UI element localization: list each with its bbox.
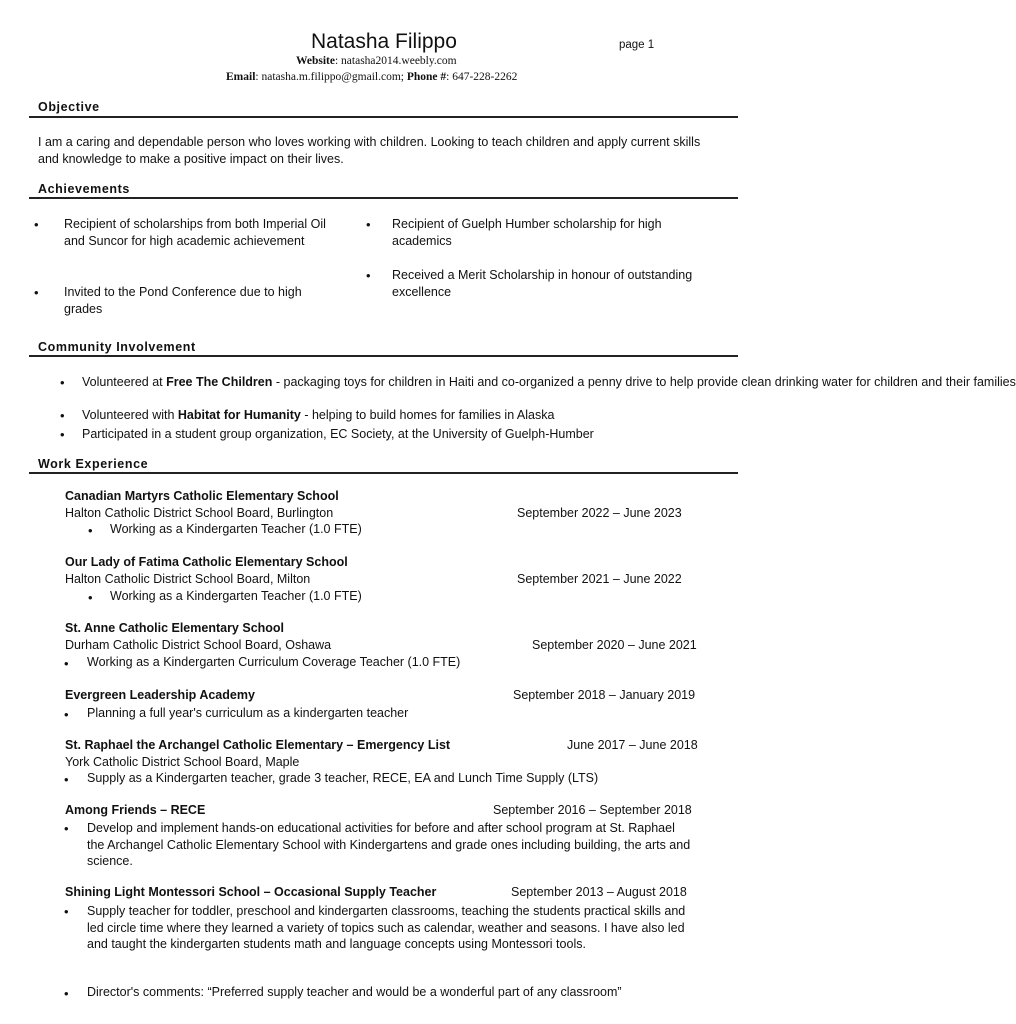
job-duty: Director's comments: “Preferred supply teacher and would be a wonderful part of any classroom” xyxy=(87,985,622,999)
job-employer: Among Friends – RECE xyxy=(65,803,206,817)
job-board: Halton Catholic District School Board, Burlington xyxy=(65,506,334,520)
community-item-text: Volunteered at xyxy=(82,375,167,389)
job-dates: September 2016 – September 2018 xyxy=(493,803,692,817)
job-employer: Shining Light Montessori School – Occasional Supply Teacher xyxy=(65,885,437,899)
website-line xyxy=(296,55,457,67)
job-duty: Working as a Kindergarten Teacher (1.0 FTE) xyxy=(110,589,362,603)
bullet: • xyxy=(88,523,93,538)
page-number: page 1 xyxy=(619,39,655,51)
community-item-text: - helping to build homes for families in Alaska xyxy=(300,408,555,422)
community-item xyxy=(82,374,1016,391)
job-employer: Our Lady of Fatima Catholic Elementary School xyxy=(65,555,348,569)
job-employer: St. Anne Catholic Elementary School xyxy=(65,621,285,635)
bullet: • xyxy=(366,217,371,232)
phone-label: Phone # xyxy=(406,71,447,83)
job-dates: September 2020 – June 2021 xyxy=(532,638,697,652)
job-dates: September 2021 – June 2022 xyxy=(517,572,682,586)
organization-name: Habitat for Humanity xyxy=(177,408,301,422)
bullet: • xyxy=(88,590,93,605)
job-board: Durham Catholic District School Board, Oshawa xyxy=(65,638,332,652)
job-dates: June 2017 – June 2018 xyxy=(567,738,698,752)
bullet: • xyxy=(60,375,65,390)
phone-value: : 647-228-2262 xyxy=(446,71,518,83)
bullet: • xyxy=(64,986,69,1001)
website-value: : natasha2014.weebly.com xyxy=(334,55,457,67)
website-label: Website xyxy=(296,55,335,67)
objective-text: I am a caring and dependable person who loves working with children. Looking to teach children and apply current skills and knowledge to make a positive impact on their lives. xyxy=(38,135,701,166)
work-rule xyxy=(29,472,738,474)
community-item: Participated in a student group organization, EC Society, at the University of Guelph-Humber xyxy=(82,427,594,441)
job-board: York Catholic District School Board, Maple xyxy=(65,755,300,769)
achievement-item: Received a Merit Scholarship in honour of outstanding excellence xyxy=(392,268,693,299)
organization-name: Free The Children xyxy=(166,375,273,389)
job-dates: September 2022 – June 2023 xyxy=(517,506,682,520)
job-employer: St. Raphael the Archangel Catholic Elementary – Emergency List xyxy=(65,738,451,752)
achievements-rule xyxy=(29,197,738,199)
contact-line xyxy=(226,71,517,83)
job-dates: September 2013 – August 2018 xyxy=(511,885,687,899)
job-board: Halton Catholic District School Board, Milton xyxy=(65,572,311,586)
resume-name: Natasha Filippo xyxy=(311,30,457,53)
achievement-item: Invited to the Pond Conference due to high grades xyxy=(64,285,302,316)
community-item-text: Volunteered with xyxy=(82,408,178,422)
objective-heading: Objective xyxy=(38,100,100,114)
email-value: : natasha.m.filippo@gmail.com; xyxy=(255,71,407,83)
bullet: • xyxy=(366,268,371,283)
community-heading: Community Involvement xyxy=(38,340,196,354)
community-item xyxy=(82,407,554,424)
achievements-heading: Achievements xyxy=(38,182,130,196)
job-employer: Canadian Martyrs Catholic Elementary School xyxy=(65,489,339,503)
email-label: Email xyxy=(226,71,256,83)
job-employer: Evergreen Leadership Academy xyxy=(65,688,255,702)
job-duty: Working as a Kindergarten Curriculum Coverage Teacher (1.0 FTE) xyxy=(87,655,461,669)
work-heading: Work Experience xyxy=(38,457,149,471)
bullet: • xyxy=(64,772,69,787)
bullet: • xyxy=(64,904,69,919)
bullet: • xyxy=(64,821,69,836)
job-duty: Planning a full year's curriculum as a kindergarten teacher xyxy=(87,706,409,720)
bullet: • xyxy=(34,285,39,300)
bullet: • xyxy=(34,217,39,232)
bullet: • xyxy=(64,656,69,671)
community-rule xyxy=(29,355,738,357)
job-duty: Working as a Kindergarten Teacher (1.0 FTE) xyxy=(110,522,362,536)
bullet: • xyxy=(60,408,65,423)
job-duty: Supply as a Kindergarten teacher, grade 3 teacher, RECE, EA and Lunch Time Supply (LTS) xyxy=(87,771,599,785)
job-duty: Develop and implement hands-on educational activities for before and after school program at St. Raphael the Archangel Catholic Elementary School with Kindergartens and grade ones including building, the arts and science. xyxy=(87,821,691,868)
job-dates: September 2018 – January 2019 xyxy=(513,688,696,702)
job-duty: Supply teacher for toddler, preschool and kindergarten classrooms, teaching the students practical skills and led circle time where they learned a variety of topics such as calendar, weather and seasons. I have also led and taught the kindergarten students math and language concepts using Montessori tools. xyxy=(87,904,686,951)
objective-rule xyxy=(29,116,738,118)
achievement-item: Recipient of scholarships from both Imperial Oil and Suncor for high academic achievement xyxy=(64,217,326,248)
bullet: • xyxy=(64,707,69,722)
bullet: • xyxy=(60,427,65,442)
community-item-text: - packaging toys for children in Haiti and co-organized a penny drive to help provide clean drinking water for children and their families xyxy=(272,375,1016,389)
achievement-item: Recipient of Guelph Humber scholarship for high academics xyxy=(392,217,662,248)
